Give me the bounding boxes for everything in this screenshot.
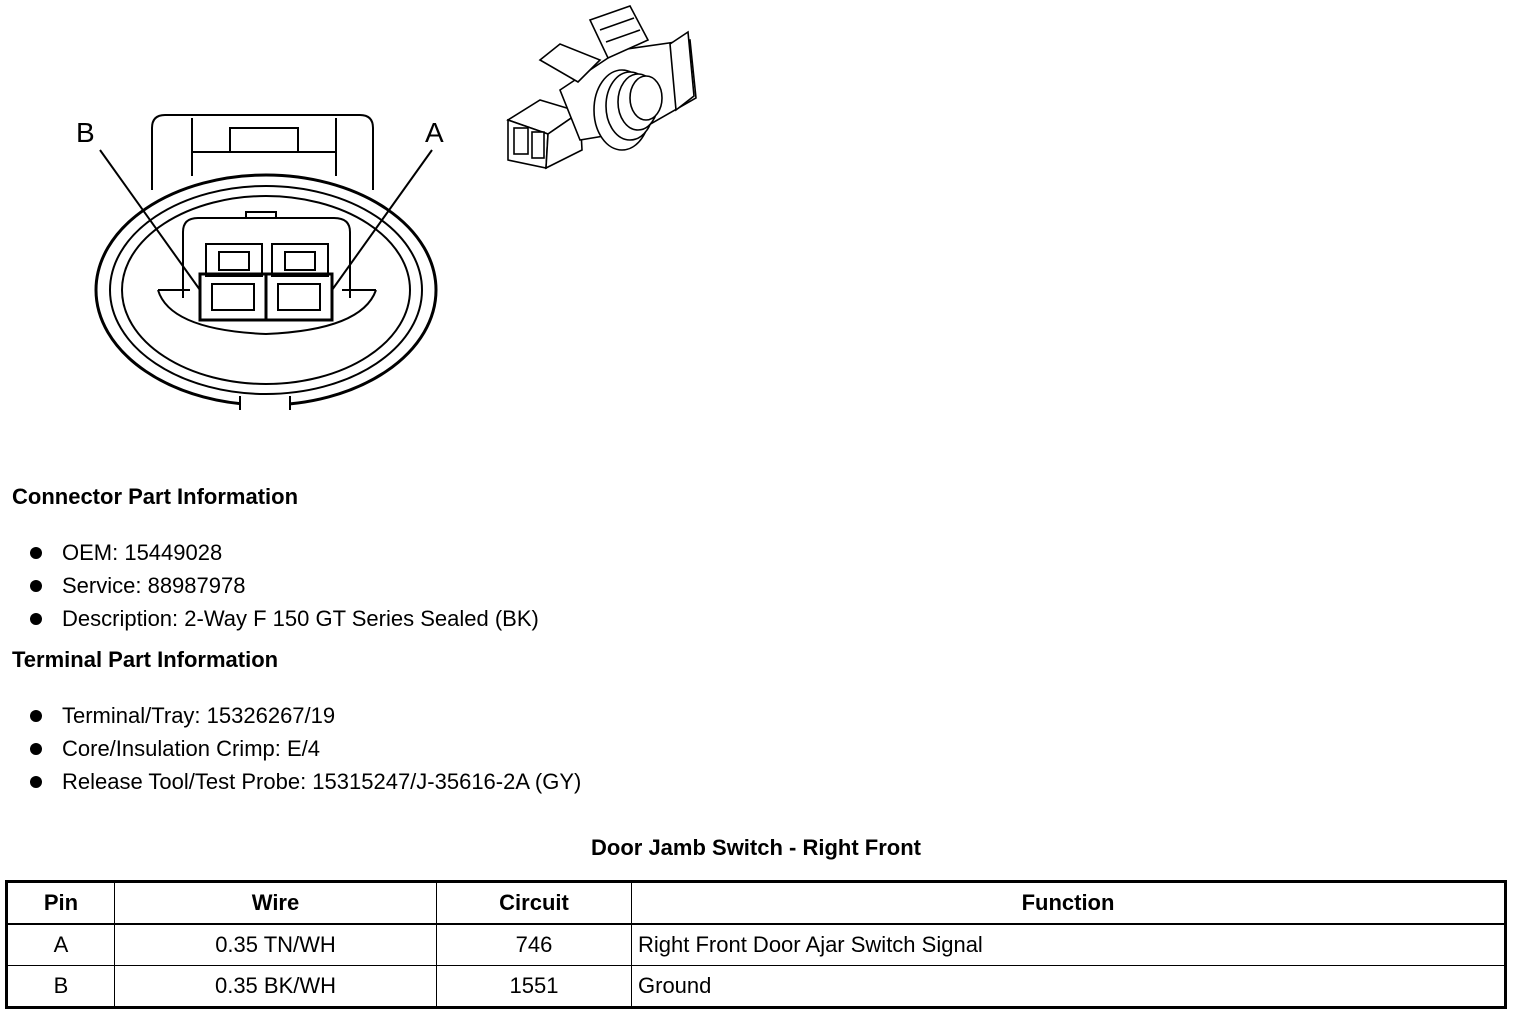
column-header-function: Function: [632, 882, 1506, 925]
list-item: Core/Insulation Crimp: E/4: [28, 732, 581, 765]
pinout-table: [5, 880, 1507, 1009]
list-item: Terminal/Tray: 15326267/19: [28, 699, 581, 732]
list-item: OEM: 15449028: [28, 536, 539, 569]
pin-cell: B: [7, 966, 115, 1008]
table-row: [7, 924, 1506, 966]
bullet-icon: [30, 547, 42, 559]
column-header-wire: Wire: [115, 882, 437, 925]
circuit-cell: 746: [437, 924, 632, 966]
connector-info-title: Connector Part Information: [12, 484, 299, 509]
function-cell: Ground: [632, 966, 1506, 1008]
terminal-info-list: [28, 699, 581, 798]
circuit-cell: 1551: [437, 966, 632, 1008]
list-item: Service: 88987978: [28, 569, 539, 602]
function-cell: Right Front Door Ajar Switch Signal: [632, 924, 1506, 966]
connector-diagram: [0, 0, 760, 430]
wire-cell: 0.35 BK/WH: [115, 966, 437, 1008]
pin-label-b: B: [76, 117, 95, 148]
pin-cell: A: [7, 924, 115, 966]
list-item: Release Tool/Test Probe: 15315247/J-35616-2A (GY): [28, 765, 581, 798]
table-caption: Door Jamb Switch - Right Front: [591, 835, 921, 860]
bullet-icon: [30, 743, 42, 755]
column-header-pin: Pin: [7, 882, 115, 925]
bullet-icon: [30, 580, 42, 592]
table-header-row: [7, 882, 1506, 925]
bullet-icon: [30, 613, 42, 625]
table-row: [7, 966, 1506, 1008]
pin-label-a: A: [425, 117, 444, 148]
list-item: Description: 2-Way F 150 GT Series Sealed (BK): [28, 602, 539, 635]
column-header-circuit: Circuit: [437, 882, 632, 925]
wire-cell: 0.35 TN/WH: [115, 924, 437, 966]
bullet-icon: [30, 776, 42, 788]
connector-info-list: [28, 536, 539, 635]
connector-3d-view: [508, 6, 696, 168]
bullet-icon: [30, 710, 42, 722]
terminal-info-title: Terminal Part Information: [12, 647, 279, 672]
